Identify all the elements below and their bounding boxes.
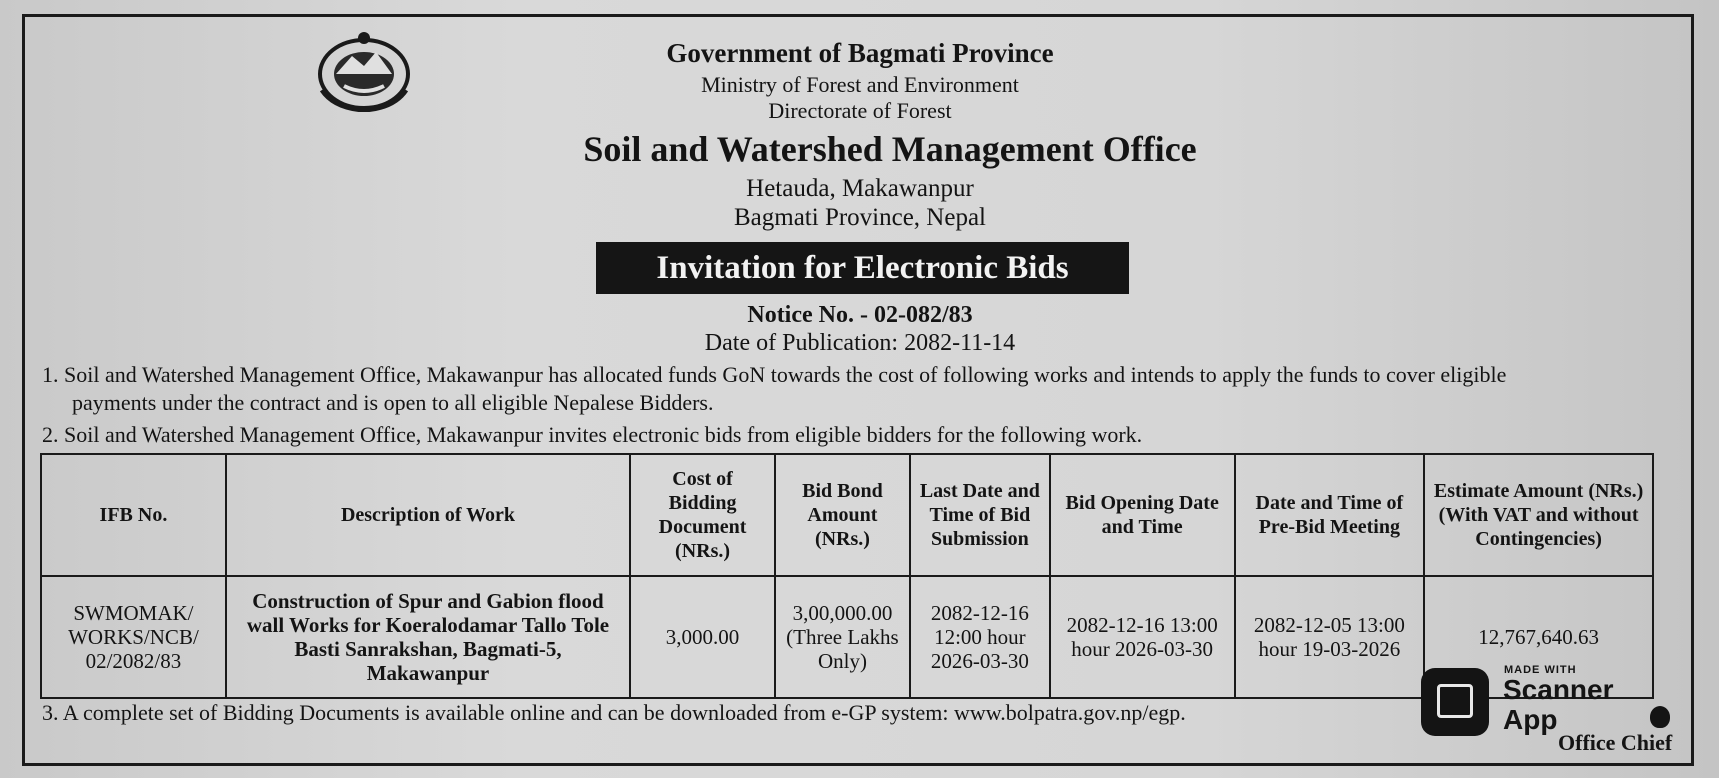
- apple-icon: [1650, 706, 1670, 728]
- office-chief-signature: Office Chief: [1558, 730, 1673, 755]
- app-label: App: [1503, 704, 1558, 735]
- cell-opening: 2082-12-16 13:00 hour 2026-03-30: [1050, 576, 1235, 698]
- cell-estimate: 12,767,640.63: [1424, 576, 1653, 698]
- address-line-1: Hetauda, Makawanpur: [746, 175, 974, 202]
- cell-prebid: 2082-12-05 13:00 hour 19-03-2026: [1235, 576, 1425, 698]
- header-description: Description of Work: [226, 454, 630, 576]
- paragraph-1-continued: payments under the contract and is open to all eligible Nepalese Bidders.: [72, 390, 714, 415]
- paragraph-1: 1. Soil and Watershed Management Office, Makawanpur has allocated funds GoN towards the cost of following works and intends to apply the funds to cover eligible: [42, 362, 1507, 387]
- directorate-name: Directorate of Forest: [768, 98, 952, 123]
- header-ifb: IFB No.: [41, 454, 226, 576]
- address-line-2: Bagmati Province, Nepal: [733, 204, 986, 231]
- header-cost: Cost of Bidding Document (NRs.): [630, 454, 775, 576]
- bids-table: [40, 453, 1654, 699]
- made-with-label: MADE WITH: [1504, 664, 1577, 676]
- scanner-label: Scanner: [1503, 674, 1614, 705]
- header-opening: Bid Opening Date and Time: [1050, 454, 1235, 576]
- table-row: [41, 576, 1653, 698]
- publication-date: Date of Publication: 2082-11-14: [704, 330, 1016, 356]
- cell-last-date: 2082-12-16 12:00 hour 2026-03-30: [910, 576, 1050, 698]
- header-estimate: Estimate Amount (NRs.) (With VAT and without Contingencies): [1424, 454, 1653, 576]
- paragraph-3: 3. A complete set of Bidding Documents is available online and can be downloaded from e-GP system: www.bolpatra.gov.np/egp.: [42, 700, 1186, 725]
- scanner-box-icon: [1437, 684, 1473, 718]
- office-name: Soil and Watershed Management Office: [583, 129, 1197, 169]
- cell-cost: 3,000.00: [630, 576, 775, 698]
- government-title: Government of Bagmati Province: [666, 38, 1054, 68]
- header-prebid: Date and Time of Pre-Bid Meeting: [1235, 454, 1425, 576]
- scanner-app-icon: [1421, 668, 1489, 736]
- ministry-name: Ministry of Forest and Environment: [701, 72, 1019, 97]
- paragraph-2: 2. Soil and Watershed Management Office, Makawanpur invites electronic bids from eligible bidders for the following work.: [42, 422, 1143, 447]
- cell-ifb: SWMOMAK/ WORKS/NCB/ 02/2082/83: [41, 576, 226, 698]
- invitation-banner: Invitation for Electronic Bids: [596, 242, 1129, 294]
- emblem-icon: [314, 30, 414, 112]
- table-header-row: [41, 454, 1653, 576]
- header-last-date: Last Date and Time of Bid Submission: [910, 454, 1050, 576]
- cell-bid-bond: 3,00,000.00 (Three Lakhs Only): [775, 576, 910, 698]
- cell-description: Construction of Spur and Gabion flood wall Works for Koeralodamar Tallo Tole Basti Sanrakshan, Bagmati-5, Makawanpur: [226, 576, 630, 698]
- header-bid-bond: Bid Bond Amount (NRs.): [775, 454, 910, 576]
- notice-number: Notice No. - 02-082/83: [747, 302, 973, 328]
